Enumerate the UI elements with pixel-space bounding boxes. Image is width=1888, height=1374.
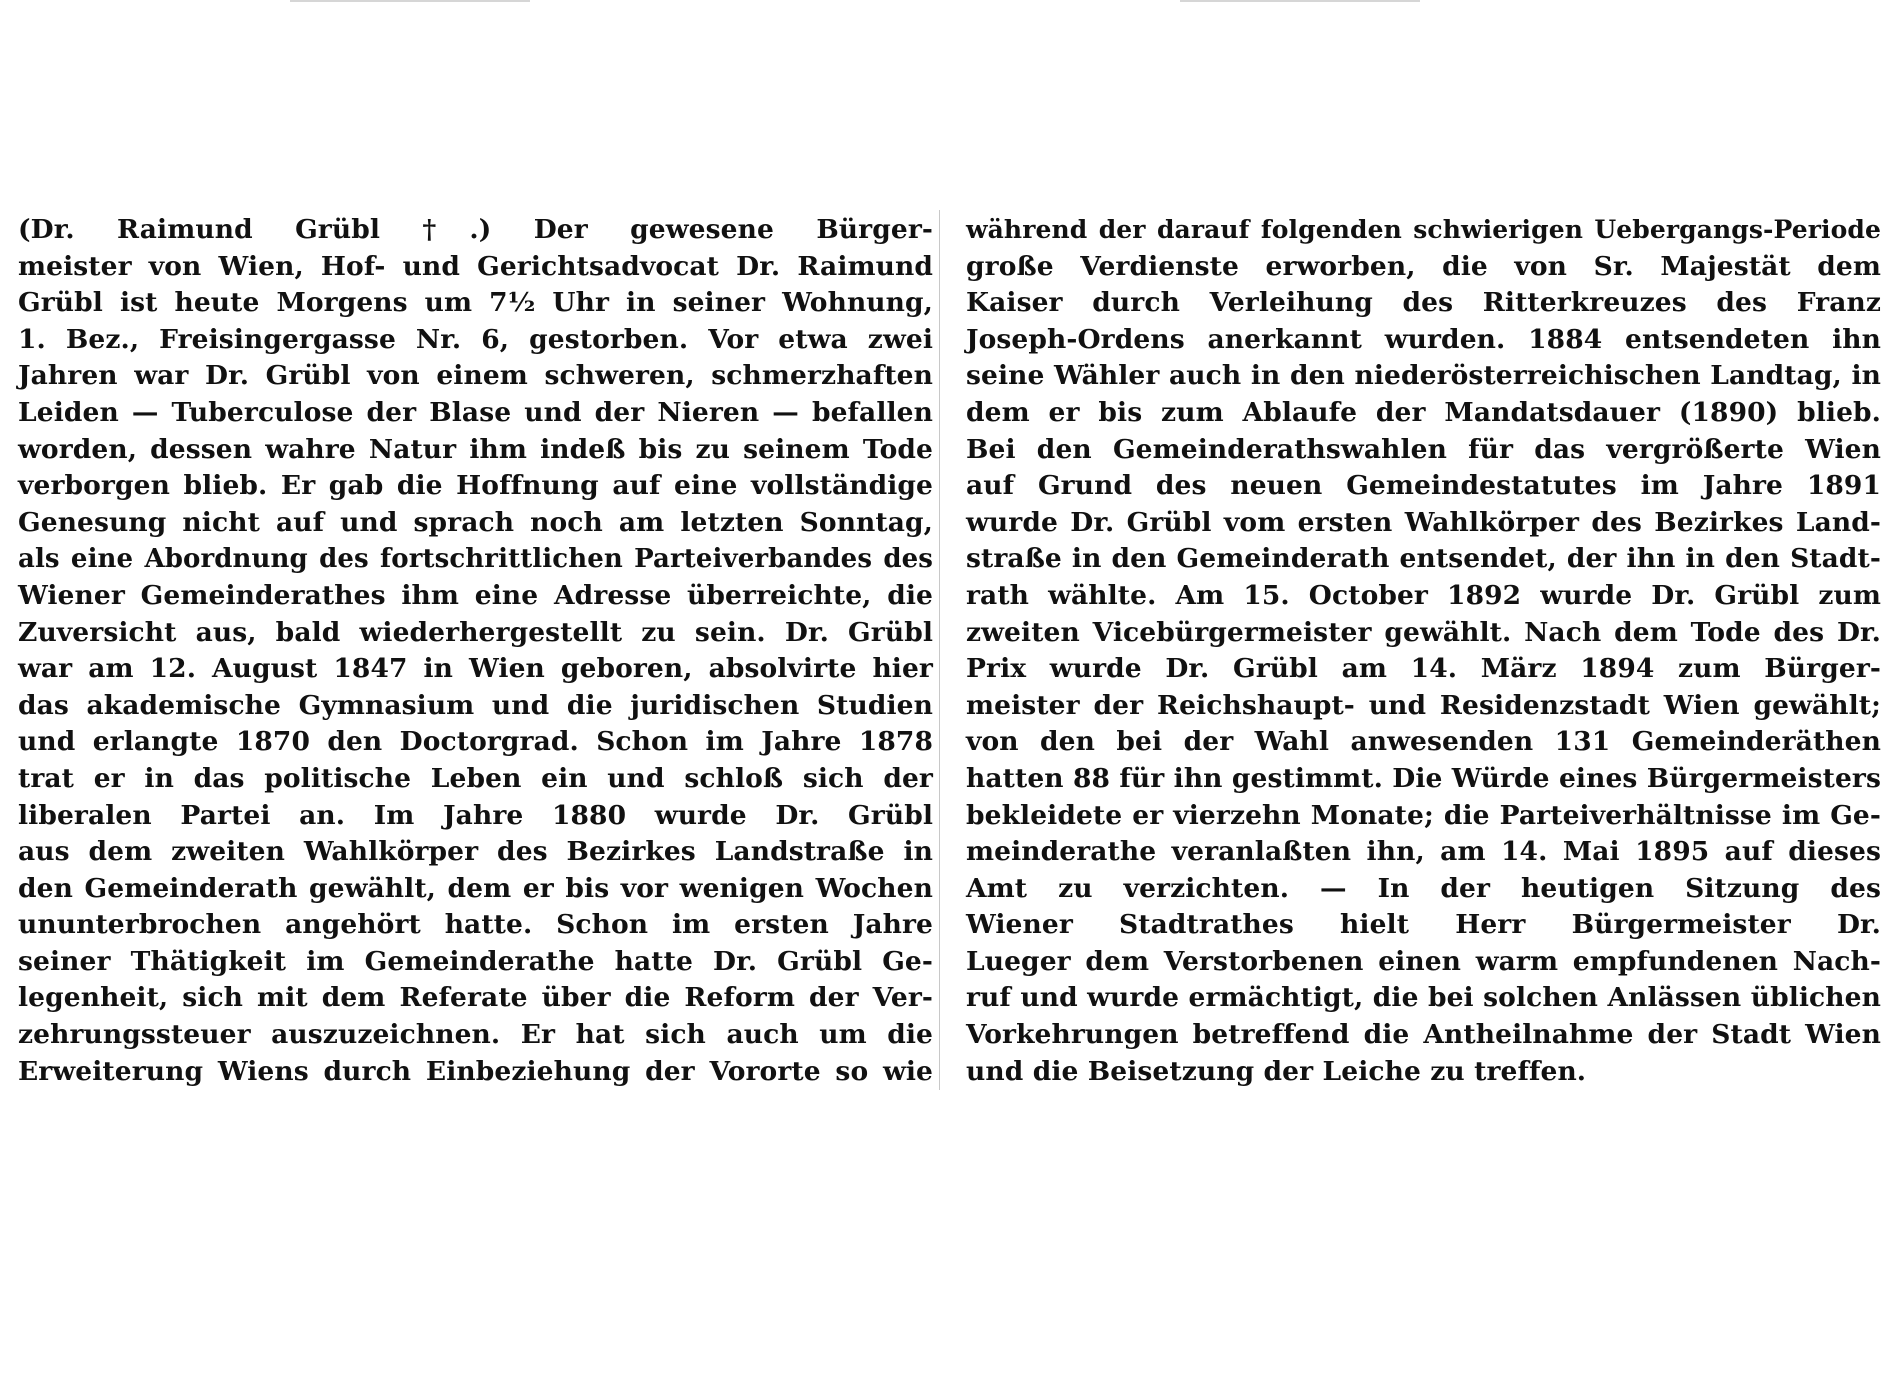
- text-line: trat er in das politische Leben ein und schloß sich der: [18, 762, 933, 794]
- text-line: worden, dessen wahre Natur ihm indeß bis zu seinem Tode: [18, 433, 933, 465]
- text-line: das akademische Gymnasium und die juridischen Studien: [18, 689, 933, 721]
- text-line: Genesung nicht auf und sprach noch am letzten Sonntag,: [18, 506, 933, 538]
- text-line: Amt zu verzichten. — In der heutigen Sitzung des: [966, 872, 1881, 904]
- text-line: Vorkehrungen betreffend die Antheilnahme der Stadt Wien: [966, 1019, 1881, 1051]
- text-line: zehrungssteuer auszuzeichnen. Er hat sich auch um die: [18, 1019, 933, 1051]
- text-line: straße in den Gemeinderath entsendet, der ihn in den Stadt-: [966, 543, 1881, 575]
- text-line: Kaiser durch Verleihung des Ritterkreuzes des Franz: [966, 287, 1881, 319]
- text-line: Grübl ist heute Morgens um 7½ Uhr in seiner Wohnung,: [18, 287, 933, 319]
- text-line: Leiden — Tuberculose der Blase und der Nieren — befallen: [18, 396, 933, 428]
- text-line: liberalen Partei an. Im Jahre 1880 wurde Dr. Grübl: [18, 799, 933, 831]
- text-line: Prix wurde Dr. Grübl am 14. März 1894 zum Bürger-: [966, 653, 1881, 685]
- text-line: hatten 88 für ihn gestimmt. Die Würde eines Bürgermeisters: [966, 762, 1881, 794]
- right-column: [966, 212, 1881, 1090]
- text-line: Jahren war Dr. Grübl von einem schweren, schmerzhaften: [18, 360, 933, 392]
- text-line: seine Wähler auch in den niederösterreichischen Landtag, in: [966, 360, 1881, 392]
- text-line: von den bei der Wahl anwesenden 131 Gemeinderäthen: [966, 726, 1881, 758]
- text-line: legenheit, sich mit dem Referate über die Reform der Ver-: [18, 982, 933, 1014]
- text-line: Bei den Gemeinderathswahlen für das vergrößerte Wien: [966, 433, 1881, 465]
- text-line: meister der Reichshaupt- und Residenzstadt Wien gewählt;: [966, 689, 1881, 721]
- text-line: Joseph-Ordens anerkannt wurden. 1884 entsendeten ihn: [966, 323, 1881, 355]
- column-divider: [939, 210, 940, 1090]
- text-line: auf Grund des neuen Gemeindestatutes im Jahre 1891: [966, 470, 1881, 502]
- text-line: große Verdienste erworben, die von Sr. Majestät dem: [966, 250, 1881, 282]
- text-line: zweiten Vicebürgermeister gewählt. Nach dem Tode des Dr.: [966, 616, 1881, 648]
- text-line: verborgen blieb. Er gab die Hoffnung auf eine vollständige: [18, 470, 933, 502]
- text-line: wurde Dr. Grübl vom ersten Wahlkörper des Bezirkes Land-: [966, 506, 1881, 538]
- text-line: Wiener Gemeinderathes ihm eine Adresse überreichte, die: [18, 579, 933, 611]
- text-line: (Dr. Raimund Grübl †.) Der gewesene Bürger-: [18, 214, 933, 245]
- top-edge-rule-right: [1180, 0, 1420, 2]
- text-line: seiner Thätigkeit im Gemeinderathe hatte Dr. Grübl Ge-: [18, 945, 933, 977]
- text-line: ununterbrochen angehört hatte. Schon im ersten Jahre: [18, 909, 933, 941]
- text-line: dem er bis zum Ablaufe der Mandatsdauer (1890) blieb.: [966, 396, 1881, 428]
- left-column: [18, 212, 933, 1090]
- text-line: 1. Bez., Freisingergasse Nr. 6, gestorben. Vor etwa zwei: [18, 323, 933, 355]
- text-line: den Gemeinderath gewählt, dem er bis vor wenigen Wochen: [18, 872, 933, 904]
- text-line-last: und die Beisetzung der Leiche zu treffen.: [966, 1055, 1587, 1087]
- text-line: als eine Abordnung des fortschrittlichen Parteiverbandes des: [18, 544, 933, 575]
- text-line: ruf und wurde ermächtigt, die bei solchen Anlässen üblichen: [966, 982, 1881, 1014]
- text-line: Erweiterung Wiens durch Einbeziehung der Vororte so wie: [18, 1055, 933, 1087]
- top-edge-rule-left: [290, 0, 530, 2]
- text-line: bekleidete er vierzehn Monate; die Parteiverhältnisse im Ge-: [966, 799, 1881, 831]
- text-line: aus dem zweiten Wahlkörper des Bezirkes Landstraße in: [18, 836, 933, 868]
- text-line: Zuversicht aus, bald wiederhergestellt zu sein. Dr. Grübl: [18, 616, 933, 648]
- text-line: meinderathe veranlaßten ihn, am 14. Mai 1895 auf dieses: [966, 836, 1881, 868]
- text-line: rath wählte. Am 15. October 1892 wurde Dr. Grübl zum: [966, 579, 1881, 611]
- text-line: Wiener Stadtrathes hielt Herr Bürgermeister Dr.: [966, 909, 1881, 941]
- text-line: meister von Wien, Hof- und Gerichtsadvocat Dr. Raimund: [18, 250, 933, 282]
- text-line: und erlangte 1870 den Doctorgrad. Schon im Jahre 1878: [18, 726, 933, 758]
- text-line: während der darauf folgenden schwierigen Uebergangs-Periode: [966, 215, 1881, 244]
- text-line: Lueger dem Verstorbenen einen warm empfundenen Nach-: [966, 945, 1881, 977]
- text-line: war am 12. August 1847 in Wien geboren, absolvirte hier: [18, 653, 933, 685]
